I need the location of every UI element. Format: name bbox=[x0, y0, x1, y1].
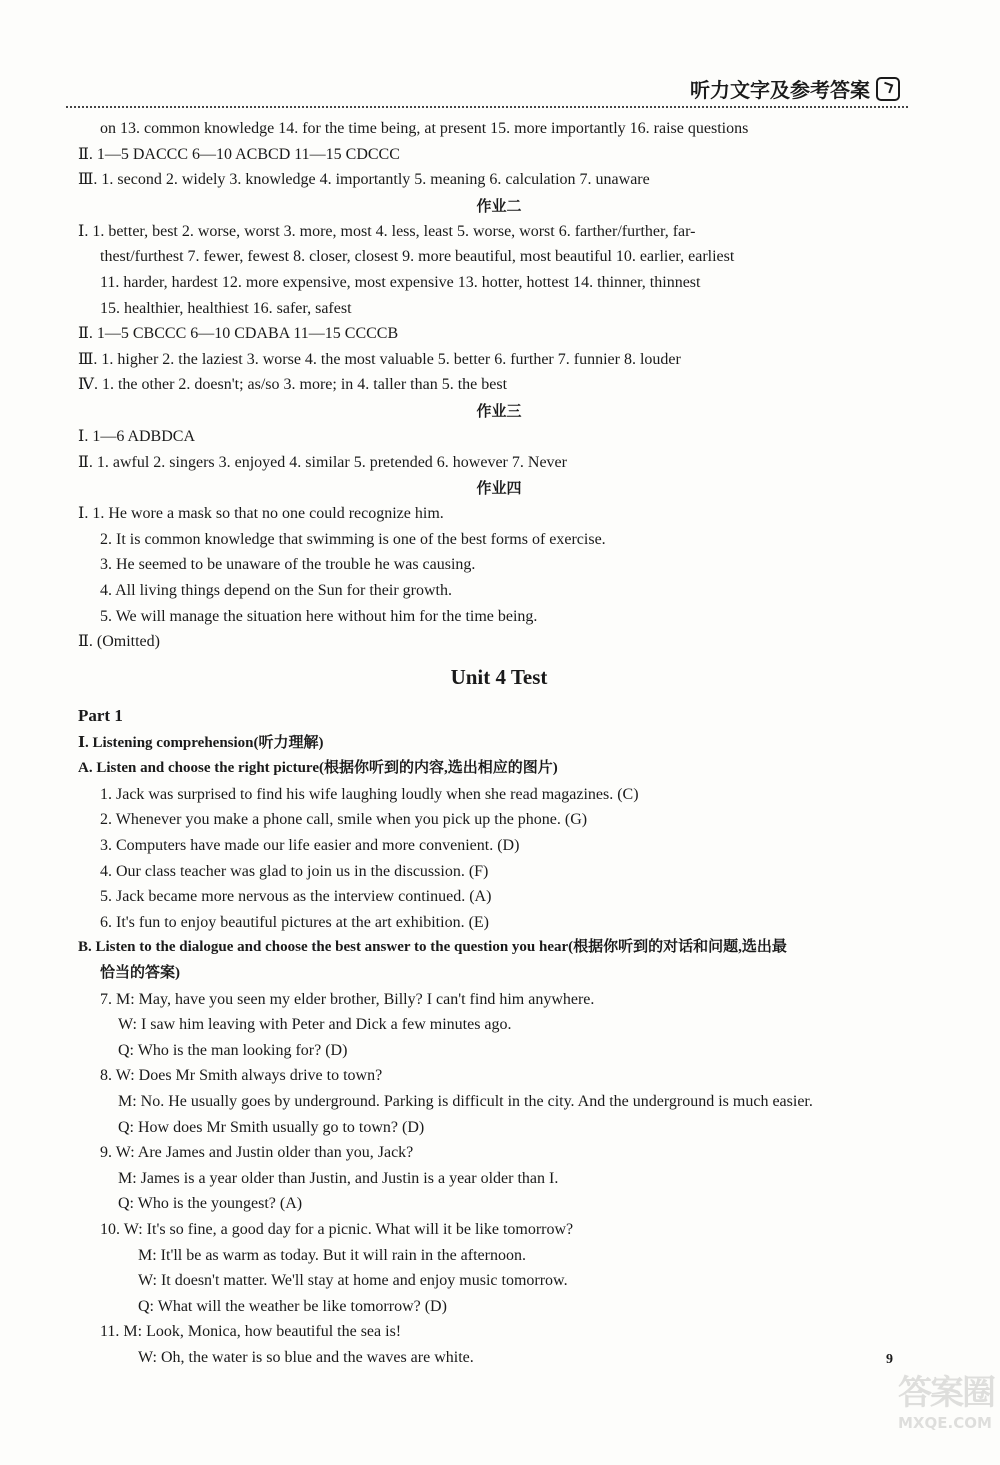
text-line: 5. Jack became more nervous as the interview continued. (A) bbox=[100, 888, 492, 906]
text-line: 2. It is common knowledge that swimming is one of the best forms of exercise. bbox=[100, 530, 606, 548]
text-line: Ⅲ. 1. higher 2. the laziest 3. worse 4. the most valuable 5. better 6. further 7. funnier 8. louder bbox=[78, 350, 681, 368]
watermark-url: MXQE.COM bbox=[898, 1414, 992, 1432]
watermark-text: 答案圈 bbox=[898, 1373, 994, 1413]
text-line: Ⅱ. (Omitted) bbox=[78, 633, 160, 651]
text-line: 3. Computers have made our life easier and more convenient. (D) bbox=[100, 837, 520, 855]
text-line: M: No. He usually goes by underground. Parking is difficult in the city. And the underground is much easier. bbox=[118, 1093, 813, 1110]
text-line: Q: How does Mr Smith usually go to town? (D) bbox=[118, 1118, 425, 1136]
dotted-divider bbox=[66, 106, 908, 108]
unit-title: Unit 4 Test bbox=[450, 664, 548, 689]
text-line: Ⅱ. 1. awful 2. singers 3. enjoyed 4. similar 5. pretended 6. however 7. Never bbox=[78, 453, 567, 471]
text-line: Ⅰ. 1—6 ADBDCA bbox=[78, 427, 195, 445]
text-line: W: It doesn't matter. We'll stay at home and enjoy music tomorrow. bbox=[138, 1272, 568, 1290]
arrow-badge-icon bbox=[876, 77, 900, 101]
text-line: A. Listen and choose the right picture(根据你听到的内容,选出相应的图片) bbox=[78, 760, 558, 777]
text-line: 1. Jack was surprised to find his wife laughing loudly when she read magazines. (C) bbox=[100, 785, 639, 803]
text-line: B. Listen to the dialogue and choose the best answer to the question you hear(根据你听到的对话和问题,选出最 bbox=[78, 939, 787, 956]
text-line: 4. All living things depend on the Sun for their growth. bbox=[100, 581, 452, 599]
text-line: 恰当的答案) bbox=[100, 965, 180, 982]
page-header bbox=[690, 74, 900, 103]
text-line: thest/furthest 7. fewer, fewest 8. closer, closest 9. more beautiful, most beautiful 10. earlier, earliest bbox=[100, 248, 735, 266]
text-line: Ⅰ. 1. better, best 2. worse, worst 3. more, most 4. less, least 5. worse, worst 6. farther/further, far- bbox=[78, 222, 696, 240]
text-line: 10. W: It's so fine, a good day for a picnic. What will it be like tomorrow? bbox=[100, 1220, 574, 1238]
text-line: Ⅳ. 1. the other 2. doesn't; as/so 3. more; in 4. taller than 5. the best bbox=[78, 376, 508, 394]
text-line: Ⅱ. 1—5 DACCC 6—10 ACBCD 11—15 CDCCC bbox=[78, 145, 400, 163]
text-line: on 13. common knowledge 14. for the time being, at present 15. more importantly 16. raise questions bbox=[100, 120, 749, 137]
text-line: M: James is a year older than Justin, and Justin is a year older than I. bbox=[118, 1169, 559, 1187]
part-heading: Part 1 bbox=[78, 705, 123, 725]
text-line: Ⅰ. Listening comprehension(听力理解) bbox=[78, 734, 324, 751]
text-line: 11. M: Look, Monica, how beautiful the sea is! bbox=[100, 1323, 402, 1341]
text-line: Q: Who is the man looking for? (D) bbox=[118, 1041, 348, 1059]
text-line: 4. Our class teacher was glad to join us in the discussion. (F) bbox=[100, 862, 489, 880]
text-line: 9. W: Are James and Justin older than you, Jack? bbox=[100, 1144, 414, 1162]
text-line: Ⅲ. 1. second 2. widely 3. knowledge 4. importantly 5. meaning 6. calculation 7. unaware bbox=[78, 171, 650, 189]
answer-content bbox=[78, 116, 920, 1371]
page-number: 9 bbox=[886, 1352, 893, 1367]
text-line: 15. healthier, healthiest 16. safer, safest bbox=[100, 299, 352, 317]
text-line: Q: Who is the youngest? (A) bbox=[118, 1195, 303, 1213]
text-line: 2. Whenever you make a phone call, smile when you pick up the phone. (G) bbox=[100, 811, 588, 829]
text-line: 6. It's fun to enjoy beautiful pictures at the art exhibition. (E) bbox=[100, 913, 489, 931]
text-line: 8. W: Does Mr Smith always drive to town? bbox=[100, 1067, 383, 1085]
text-line: 11. harder, hardest 12. more expensive, most expensive 13. hotter, hottest 14. thinner, thinnest bbox=[100, 273, 701, 291]
text-line: M: It'll be as warm as today. But it will rain in the afternoon. bbox=[138, 1246, 526, 1264]
text-line: Ⅱ. 1—5 CBCCC 6—10 CDABA 11—15 CCCCB bbox=[78, 325, 399, 343]
watermark-logo bbox=[898, 1365, 998, 1460]
text-line: 3. He seemed to be unaware of the trouble he was causing. bbox=[100, 556, 476, 574]
text-line: Ⅰ. 1. He wore a mask so that no one could recognize him. bbox=[78, 505, 444, 523]
text-line: W: I saw him leaving with Peter and Dick a few minutes ago. bbox=[118, 1016, 512, 1034]
section-heading: 作业三 bbox=[476, 401, 522, 420]
text-line: 5. We will manage the situation here without him for the time being. bbox=[100, 607, 538, 625]
text-line: 7. M: May, have you seen my elder brother, Billy? I can't find him anywhere. bbox=[100, 990, 595, 1008]
header-title: 听力文字及参考答案 bbox=[690, 78, 870, 102]
section-heading: 作业四 bbox=[476, 479, 522, 498]
text-line: W: Oh, the water is so blue and the waves are white. bbox=[138, 1348, 474, 1366]
text-line: Q: What will the weather be like tomorrow? (D) bbox=[138, 1297, 447, 1315]
section-heading: 作业二 bbox=[476, 196, 522, 215]
